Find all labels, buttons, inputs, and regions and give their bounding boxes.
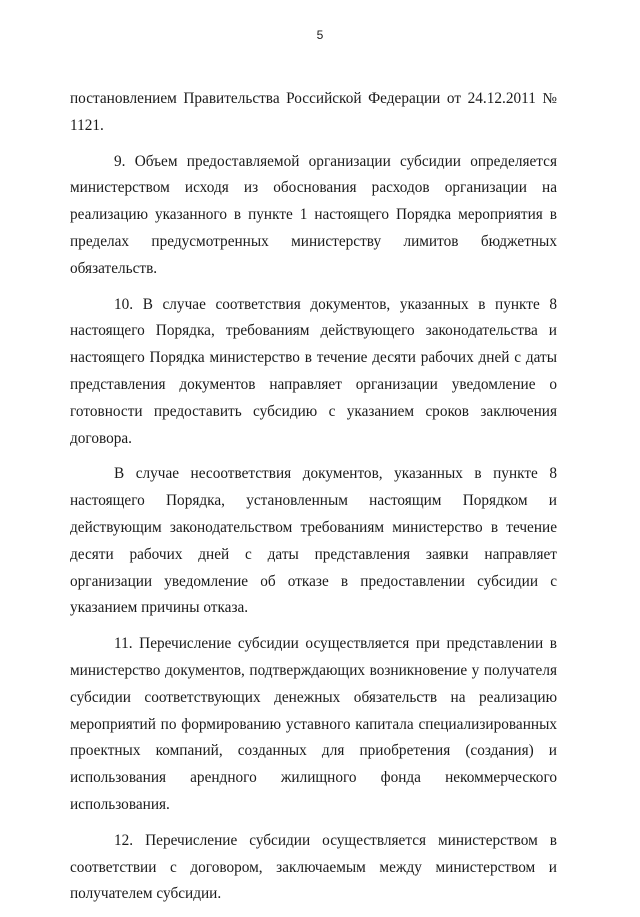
page-number: 5 — [316, 28, 324, 42]
paragraph-item-9: 9. Объем предоставляемой организации субсидии определяется министерством исходя из обоснования расходов организации на реализацию указанного в пункте 1 настоящего Порядка мероприятия в пределах предусмотренных министерству лимитов бюджетных обязательств. — [70, 152, 557, 277]
paragraph-continuation: постановлением Правительства Российской Федерации от 24.12.2011 № 1121. — [70, 90, 557, 134]
paragraph-item-10: 10. В случае соответствия документов, указанных в пункте 8 настоящего Порядка, требованиям действующего законодательства и настоящего Порядка министерство в течение десяти рабочих дней с даты представления документов направляет организации уведомление о готовности предоставить субсидию с указанием сроков заключения договора. — [70, 295, 557, 447]
paragraph-item-12: 12. Перечисление субсидии осуществляется министерством в соответствии с договором, заключаемым между министерством и получателем субсидии. — [70, 831, 557, 903]
paragraph-item-11: 11. Перечисление субсидии осуществляется при представлении в министерство документов, подтверждающих возникновение у получателя субсидии соответствующих денежных обязательств на реализацию мероприятий по формированию уставного капитала специализированных проектных компаний, созданных для приобретения (создания) и использования арендного жилищного фонда некоммерческого использования. — [70, 635, 557, 813]
paragraph-item-10-refusal: В случае несоответствия документов, указанных в пункте 8 настоящего Порядка, установленным настоящим Порядком и действующим законодательством требованиям министерство в течение десяти рабочих дней с даты представления заявки направляет организации уведомление об отказе в предоставлении субсидии с указанием причины отказа. — [70, 465, 557, 617]
document-body — [70, 86, 557, 917]
